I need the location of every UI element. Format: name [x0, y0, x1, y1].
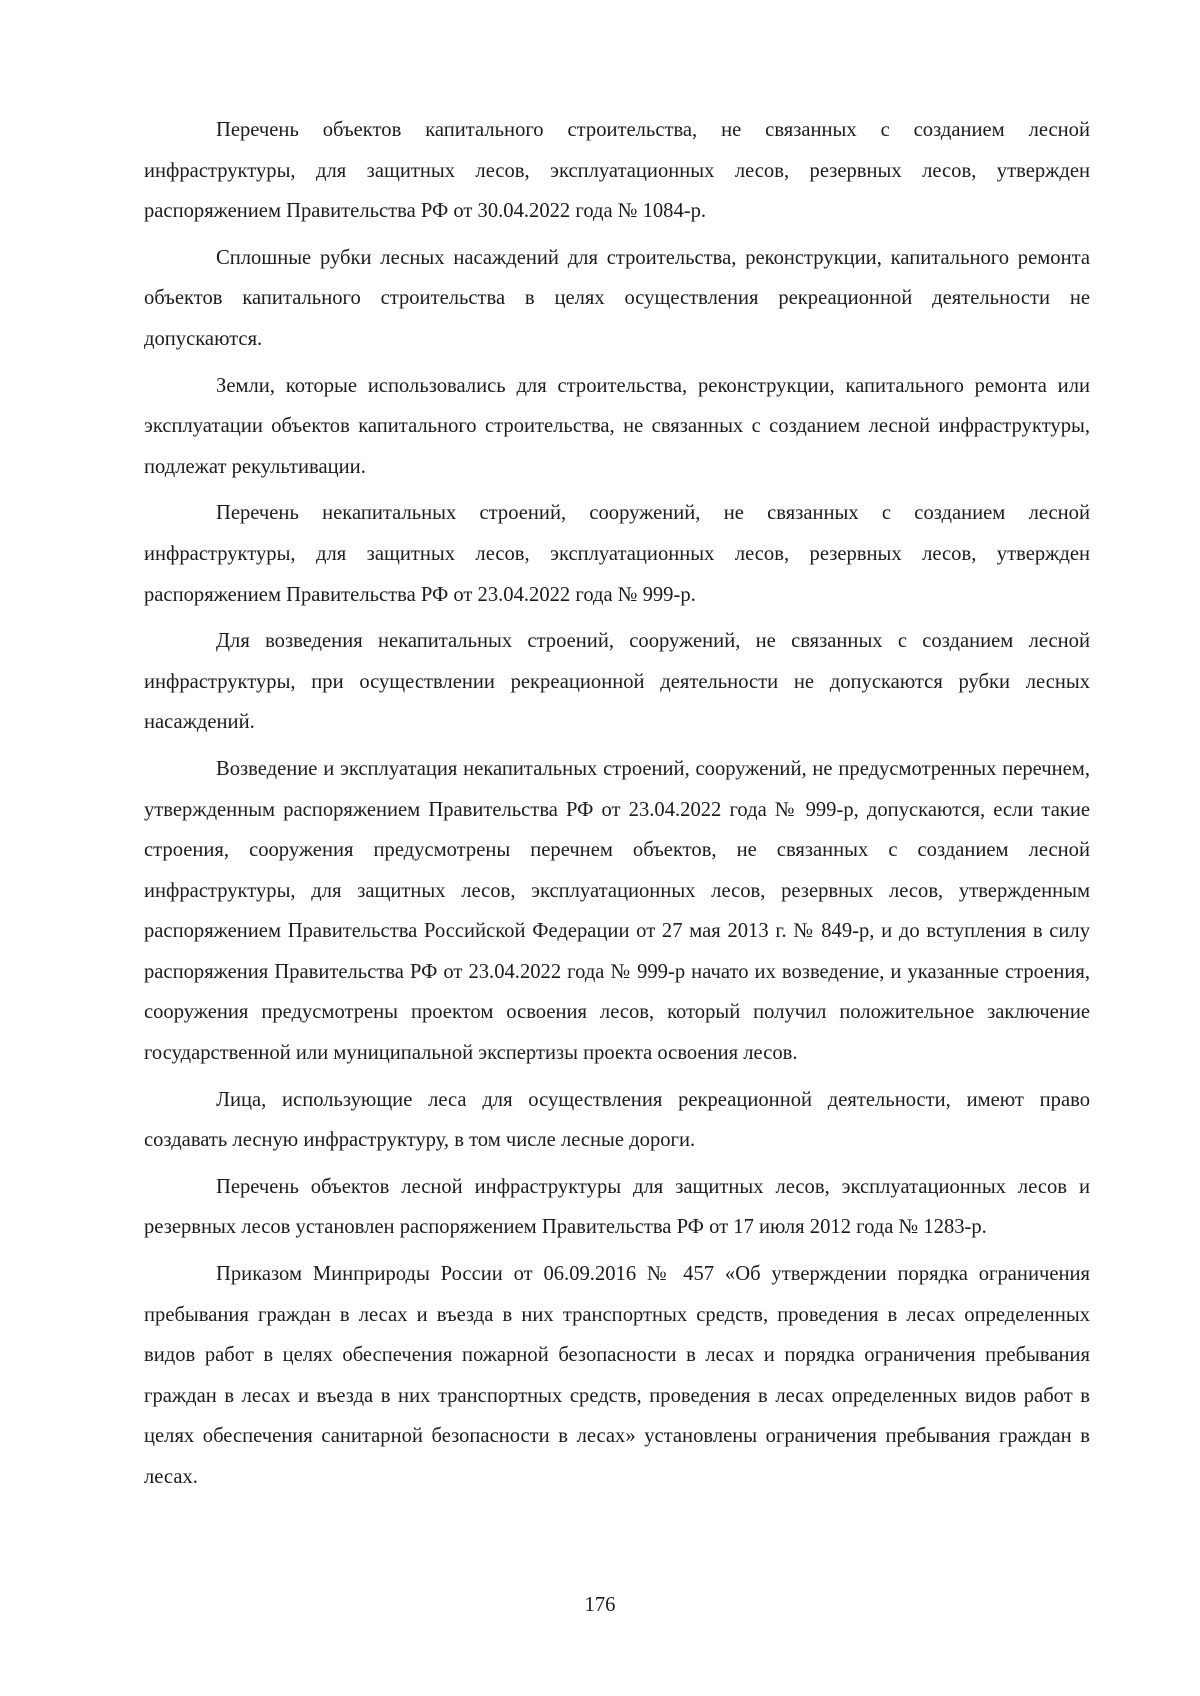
page-number: 176 — [584, 1594, 616, 1616]
document-body — [144, 110, 1090, 1504]
paragraph: Перечень объектов капитального строительства, не связанных с созданием лесной инфраструктуры, для защитных лесов, эксплуатационных лесов, резервных лесов, утвержден распоряжением Правительства РФ от 30.04.2022 года № 1084-р. — [144, 119, 1090, 223]
paragraph: Лица, использующие леса для осуществления рекреационной деятельности, имеют право создавать лесную инфраструктуру, в том числе лесные дороги. — [144, 1088, 1090, 1152]
paragraph: Земли, которые использовались для строительства, реконструкции, капитального ремонта или эксплуатации объектов капитального строительства, не связанных с созданием лесной инфраструктуры, подлежат рекультивации. — [144, 374, 1090, 478]
paragraph: Перечень объектов лесной инфраструктуры для защитных лесов, эксплуатационных лесов и резервных лесов установлен распоряжением Правительства РФ от 17 июля 2012 года № 1283-р. — [144, 1175, 1090, 1239]
paragraph: Для возведения некапитальных строений, сооружений, не связанных с созданием лесной инфраструктуры, при осуществлении рекреационной деятельности не допускаются рубки лесных насаждений. — [144, 630, 1090, 734]
paragraph: Сплошные рубки лесных насаждений для строительства, реконструкции, капитального ремонта объектов капитального строительства в целях осуществления рекреационной деятельности не допускаются. — [144, 246, 1090, 350]
paragraph: Перечень некапитальных строений, сооружений, не связанных с созданием лесной инфраструктуры, для защитных лесов, эксплуатационных лесов, резервных лесов, утвержден распоряжением Правительства РФ от 23.04.2022 года № 999-р. — [144, 502, 1090, 606]
paragraph: Возведение и эксплуатация некапитальных строений, сооружений, не предусмотренных перечнем, утвержденным распоряжением Правительства РФ от 23.04.2022 года № 999-р, допускаются, если такие строения, сооружения предусмотрены перечнем объектов, не связанных с созданием лесной инфраструктуры, для защитных лесов, эксплуатационных лесов, резервных лесов, утвержденным распоряжением Правительства Российской Федерации от 27 мая 2013 г. № 849-р, и до вступления в силу распоряжения Правительства РФ от 23.04.2022 года № 999-р начато их возведение, и указанные строения, сооружения предусмотрены проектом освоения лесов, который получил положительное заключение государственной или муниципальной экспертизы проекта освоения лесов. — [144, 757, 1090, 1065]
paragraph: Приказом Минприроды России от 06.09.2016 № 457 «Об утверждении порядка ограничения пребывания граждан в лесах и въезда в них транспортных средств, проведения в лесах определенных видов работ в целях обеспечения пожарной безопасности в лесах и порядка ограничения пребывания граждан в лесах и въезда в них транспортных средств, проведения в лесах определенных видов работ в целях обеспечения санитарной безопасности в лесах» установлены ограничения пребывания граждан в лесах. — [144, 1263, 1090, 1488]
